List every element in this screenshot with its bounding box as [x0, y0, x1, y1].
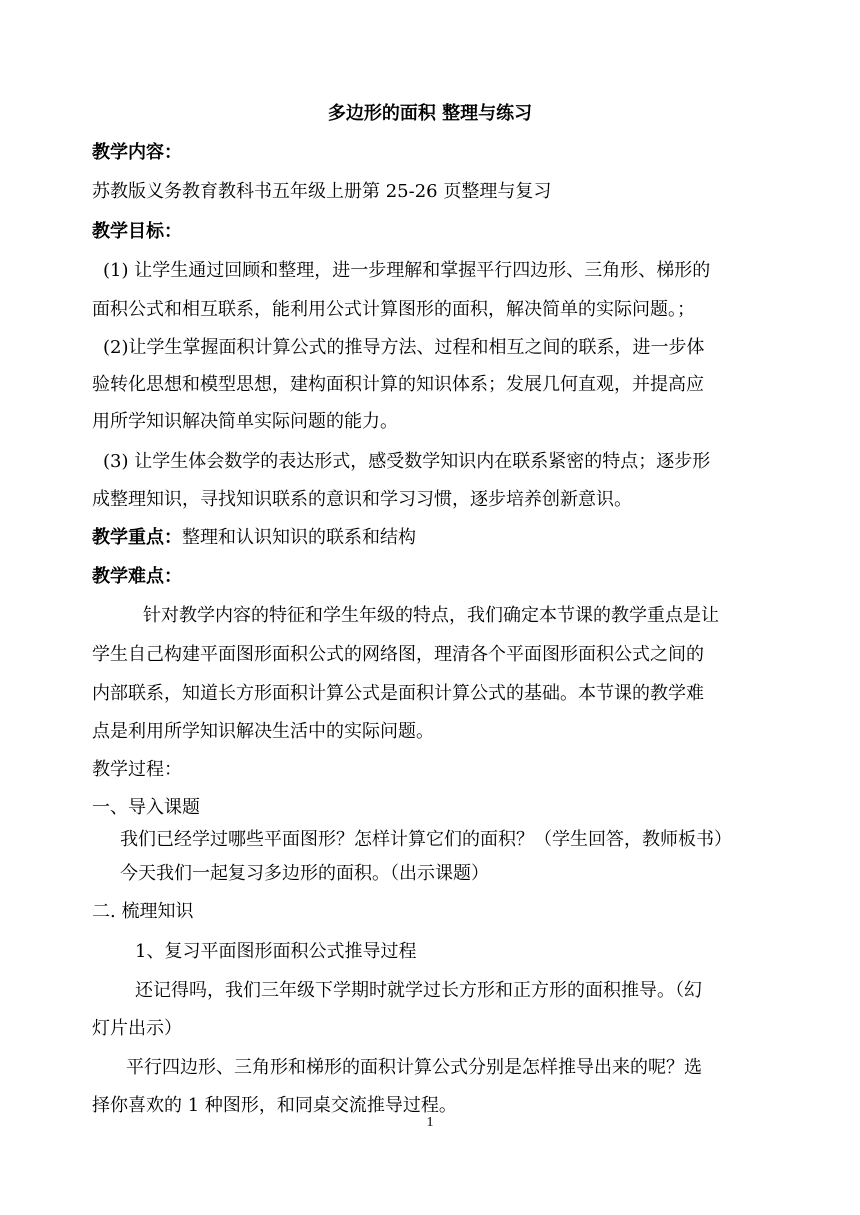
difficulty-line4: 点是利用所学知识解决生活中的实际问题。	[92, 721, 434, 742]
page-number: 1	[426, 1115, 434, 1130]
difficulty-line2: 学生自己构建平面图形面积公式的网络图，理清各个平面图形面积公式之间的	[92, 644, 704, 665]
difficulty-line1: 针对教学内容的特征和学生年级的特点，我们确定本节课的教学重点是让	[143, 605, 719, 626]
document-title: 多边形的面积 整理与练习	[327, 103, 533, 124]
goal2-line2: 验转化思想和模型思想，建构面积计算的知识体系；发展几何直观，并提高应	[92, 374, 704, 395]
goal3-line2: 成整理知识，寻找知识联系的意识和学习习惯，逐步培养创新意识。	[92, 489, 632, 510]
difficulty-heading: 教学难点：	[92, 566, 182, 587]
section2-heading: 二. 梳理知识	[92, 901, 194, 922]
goal2-line3: 用所学知识解决简单实际问题的能力。	[92, 411, 398, 432]
section1-line2: 今天我们一起复习多边形的面积。（出示课题）	[120, 863, 489, 884]
process-heading: 教学过程：	[92, 759, 182, 780]
goal1-line1: (1) 让学生通过回顾和整理，进一步理解和掌握平行四边形、三角形、梯形的	[103, 260, 711, 281]
section1-heading: 一、导入课题	[92, 797, 200, 818]
goal1-line2: 面积公式和相互联系，能利用公式计算图形的面积，解决简单的实际问题。；	[92, 299, 695, 320]
key-point-line	[92, 526, 860, 550]
section1-line1: 我们已经学过哪些平面图形？怎样计算它们的面积？（学生回答，教师板书）	[120, 829, 732, 850]
sub1-line2: 灯片出示）	[92, 1018, 182, 1039]
goal3-line1: (3) 让学生体会数学的表达形式，感受数学知识内在联系紧密的特点；逐步形	[103, 451, 711, 472]
goals-heading: 教学目标：	[92, 221, 182, 242]
key-heading: 教学重点：	[92, 527, 182, 548]
goal2-line1: (2)让学生掌握面积计算公式的推导方法、过程和相互之间的联系，进一步体	[103, 337, 705, 358]
sub1-line4: 择你喜欢的 1 种图形，和同桌交流推导过程。	[92, 1095, 457, 1116]
key-text: 整理和认识知识的联系和结构	[182, 527, 416, 548]
sub1-line1: 还记得吗，我们三年级下学期时就学过长方形和正方形的面积推导。（幻	[135, 980, 702, 1001]
sub1-heading: 1、复习平面图形面积公式推导过程	[135, 941, 417, 962]
content-heading: 教学内容：	[92, 142, 182, 163]
content-text: 苏教版义务教育教科书五年级上册第 25-26 页整理与复习	[92, 181, 552, 202]
sub1-line3: 平行四边形、三角形和梯形的面积计算公式分别是怎样推导出来的呢？选	[126, 1057, 702, 1078]
difficulty-line3: 内部联系，知道长方形面积计算公式是面积计算公式的基础。本节课的教学难	[92, 683, 704, 704]
